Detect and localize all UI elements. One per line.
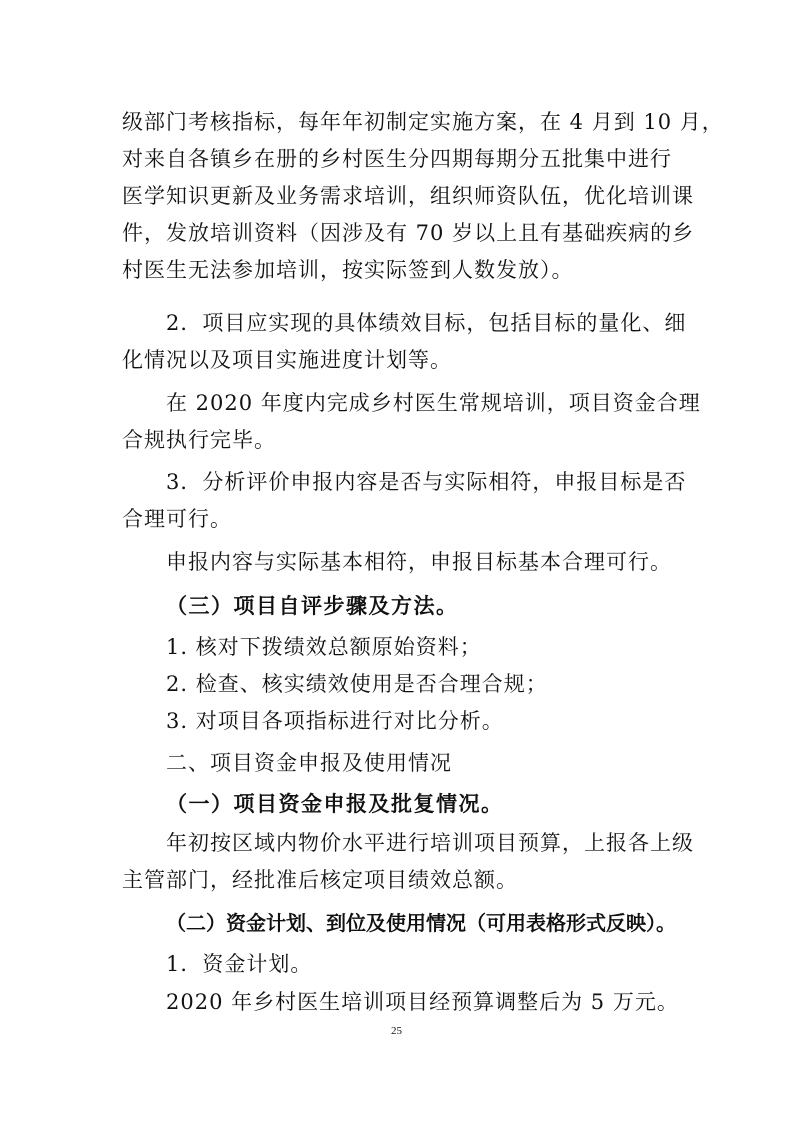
body-text-line: 2．项目应实现的具体绩效目标，包括目标的量化、细: [166, 311, 687, 335]
subsection-heading: （二）资金计划、到位及使用情况（可用表格形式反映）。: [166, 911, 676, 935]
body-text-line: 申报内容与实际基本相符，申报目标基本合理可行。: [166, 550, 672, 574]
step-item: 3. 对项目各项指标进行对比分析。: [166, 709, 504, 733]
body-text-line: 级部门考核指标，每年年初制定实施方案，在 4 月到 10 月，: [122, 110, 724, 134]
step-item: 1. 核对下拨绩效总额原始资料；: [166, 635, 482, 659]
item-heading: 1．资金计划。: [166, 952, 313, 976]
body-text-line: 对来自各镇乡在册的乡村医生分四期每期分五批集中进行: [122, 147, 672, 171]
body-text-line: 3．分析评价申报内容是否与实际相符，申报目标是否: [166, 470, 687, 494]
part-heading: 二、项目资金申报及使用情况: [166, 751, 452, 775]
page-number: 25: [391, 1025, 402, 1037]
body-text-line: 村医生无法参加培训，按实际签到人数发放）。: [122, 258, 574, 282]
body-text-line: 合理可行。: [122, 507, 232, 531]
body-text-line: 主管部门，经批准后核定项目绩效总额。: [122, 868, 518, 892]
section-heading: （三）项目自评步骤及方法。: [166, 594, 459, 618]
body-text-line: 化情况以及项目实施进度计划等。: [122, 348, 452, 372]
body-text-line: 2020 年乡村医生培训项目经预算调整后为 5 万元。: [166, 990, 679, 1014]
body-text-line: 合规执行完毕。: [122, 428, 276, 452]
subsection-heading: （一）项目资金申报及批复情况。: [166, 792, 504, 816]
body-text-line: 医学知识更新及业务需求培训，组织师资队伍，优化培训课: [122, 184, 694, 208]
body-text-line: 在 2020 年度内完成乡村医生常规培训，项目资金合理: [166, 391, 701, 415]
body-text-line: 件，发放培训资料（因涉及有 70 岁以上且有基础疾病的乡: [122, 221, 695, 245]
body-text-line: 年初按区域内物价水平进行培训项目预算，上报各上级: [166, 831, 694, 855]
step-item: 2. 检查、核实绩效使用是否合理合规；: [166, 672, 548, 696]
